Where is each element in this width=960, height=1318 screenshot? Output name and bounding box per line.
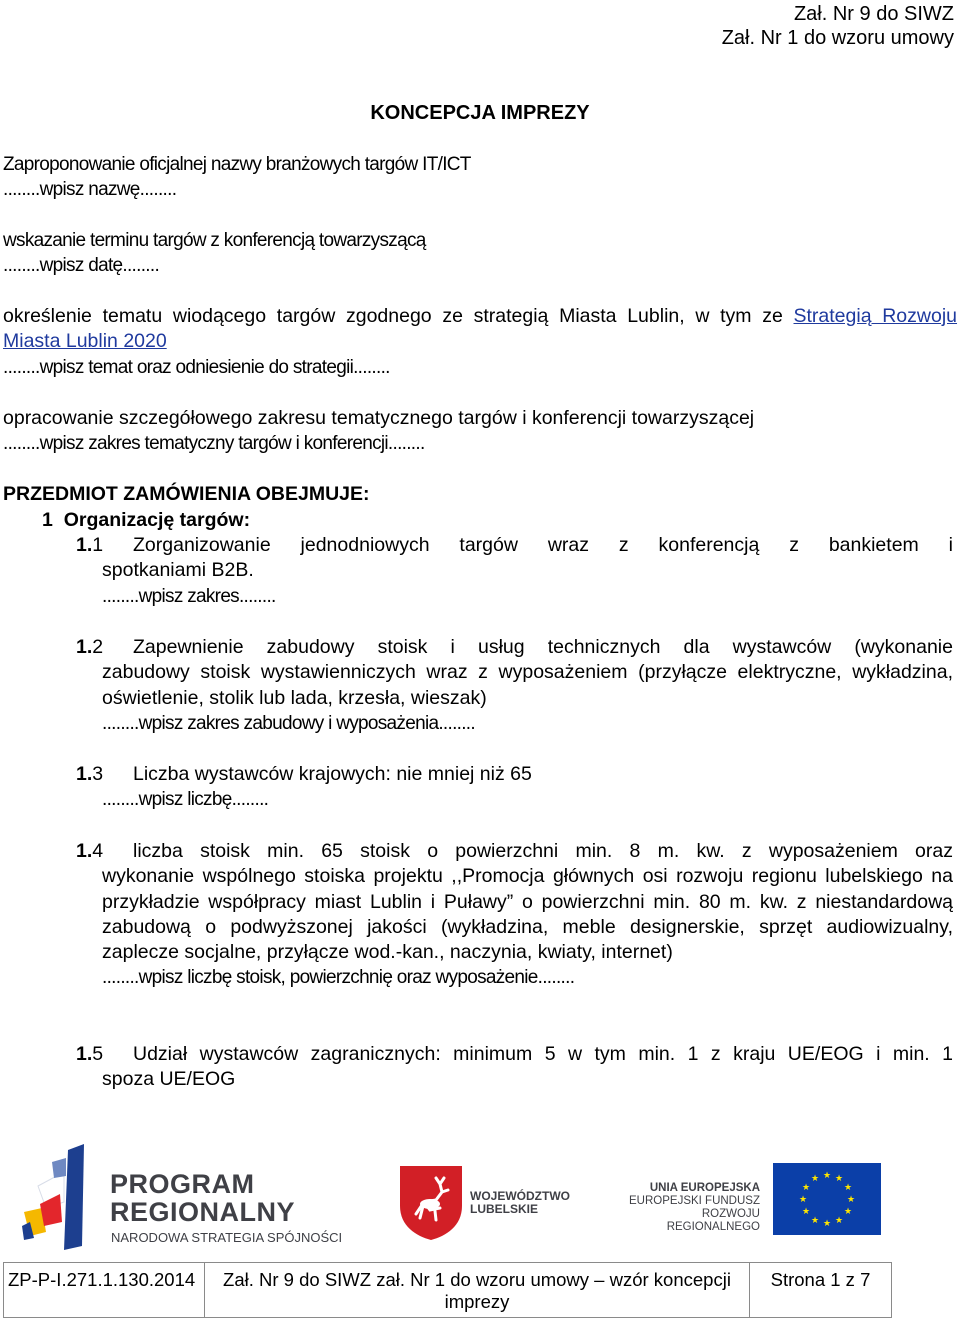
item-number: 1.1: [76, 534, 104, 556]
item-text: Liczba wystawców krajowych: nie mniej niż 65: [133, 763, 532, 785]
item-text: Zapewnienie zabudowy stoisk i usług technicznych dla wystawców (wykonanie: [133, 636, 953, 658]
attachment-label-umowa: Zał. Nr 1 do wzoru umowy: [721, 27, 954, 49]
list-item: [76, 762, 953, 813]
ue-logo-line1: UNIA EUROPEJSKA: [649, 1182, 760, 1194]
svg-text:★: ★: [801, 1183, 811, 1193]
item-text-continued: zabudowy stoisk wystawienniczych wraz z wyposażeniem (przyłącze elektryczne, wykładzina, oświetlenie, stolik lub lada, krzesła, wieszak): [102, 661, 953, 709]
field-topic-label: [3, 304, 957, 329]
field-date-label: wskazanie terminu targów z konferencją towarzyszącą: [3, 230, 426, 251]
subsection-number: 1: [42, 509, 53, 531]
item-placeholder[interactable]: ........wpisz zakres zabudowy i wyposażenia........: [102, 712, 475, 734]
deer-coat-of-arms-icon: [396, 1162, 466, 1242]
field-topic-label-text: określenie tematu wiodącego targów zgodnego ze strategią Miasta Lublin, w tym ze: [3, 305, 783, 327]
footer-reference: ZP-P-I.271.1.130.2014: [4, 1263, 205, 1317]
footer-description-line2: imprezy: [444, 1291, 510, 1312]
strategy-link[interactable]: Strategią Rozwoju: [793, 305, 958, 327]
strategy-link-part2[interactable]: Miasta Lublin 2020: [3, 330, 167, 352]
item-number: 1.2: [76, 636, 104, 658]
subsection-title: Organizację targów:: [63, 509, 251, 531]
svg-text:★: ★: [822, 1219, 832, 1229]
svg-text:★: ★: [843, 1183, 853, 1193]
field-scope-placeholder[interactable]: ........wpisz zakres tematyczny targów i konferencji........: [3, 433, 425, 454]
item-text-continued: wykonanie wspólnego stoiska projektu ,,Promocja głównych osi rozwoju regionu lubelskiego na przykładzie współpracy miast Lublin i Puławy” o powierzchni min. 80 m. kw. z niestandardową zabudową o podwyższonej jakości (wykładzina, meble designerskie, sprzęt audiowizualny, zaplecze socjalne, przyłącze wod.-kan., naczynia, kwiaty, internet): [102, 865, 953, 964]
program-logo-line2: REGIONALNY: [110, 1197, 296, 1227]
svg-text:★: ★: [843, 1207, 853, 1217]
ue-logo-line3: ROZWOJU REGIONALNEGO: [666, 1208, 760, 1233]
attachment-label-siwz: Zał. Nr 9 do SIWZ: [793, 3, 954, 25]
footer-description-line1: Zał. Nr 9 do SIWZ zał. Nr 1 do wzoru umowy – wzór koncepcji: [223, 1269, 731, 1290]
ue-logo-line2: EUROPEJSKI FUNDUSZ: [629, 1195, 760, 1207]
list-item: [76, 533, 953, 609]
item-placeholder[interactable]: ........wpisz liczbę stoisk, powierzchnię oraz wyposażenie........: [102, 967, 575, 989]
svg-text:★: ★: [834, 1174, 844, 1184]
field-date-placeholder[interactable]: ........wpisz datę........: [3, 255, 160, 276]
page-footer: [3, 1262, 892, 1318]
subsection-heading: [42, 508, 250, 533]
woj-logo-line1: WOJEWÓDZTWO: [470, 1189, 570, 1203]
item-placeholder[interactable]: ........wpisz liczbę........: [102, 789, 269, 811]
footer-page-number: Strona 1 z 7: [770, 1269, 871, 1290]
svg-text:★: ★: [822, 1171, 832, 1181]
list-item: [76, 635, 953, 736]
svg-text:★: ★: [798, 1195, 808, 1205]
svg-text:★: ★: [810, 1216, 820, 1226]
item-number: 1.3: [76, 763, 104, 785]
section-heading: PRZEDMIOT ZAMÓWIENIA OBEJMUJE:: [3, 483, 370, 505]
svg-text:★: ★: [810, 1174, 820, 1184]
item-text-continued: spoza UE/EOG: [102, 1068, 236, 1091]
strategy-link-continued[interactable]: [3, 329, 167, 354]
item-text: Udział wystawców zagranicznych: minimum 5 w tym min. 1 z kraju UE/EOG i min. 1: [133, 1043, 953, 1065]
program-regionalny-logo: [16, 1142, 356, 1254]
list-item: [76, 839, 953, 991]
field-name-placeholder[interactable]: ........wpisz nazwę........: [3, 179, 177, 200]
woj-logo-line2: LUBELSKIE: [470, 1202, 539, 1216]
svg-text:★: ★: [846, 1195, 856, 1205]
item-number: 1.5: [76, 1043, 104, 1065]
item-text: liczba stoisk min. 65 stoisk o powierzchni min. 8 m. kw. z wyposażeniem oraz: [133, 840, 953, 862]
item-number: 1.4: [76, 840, 104, 862]
wojewodztwo-lubelskie-logo: [396, 1162, 576, 1242]
program-logo-line3: NARODOWA STRATEGIA SPÓJNOŚCI: [111, 1230, 343, 1245]
item-placeholder[interactable]: ........wpisz zakres........: [102, 585, 276, 607]
program-logo-line1: PROGRAM: [110, 1169, 255, 1199]
page-title: KONCEPCJA IMPREZY: [370, 102, 590, 124]
field-name-label: Zaproponowanie oficjalnej nazwy branżowych targów IT/ICT: [3, 154, 471, 175]
field-topic-placeholder[interactable]: ........wpisz temat oraz odniesienie do strategii........: [3, 357, 390, 378]
item-text-continued: spotkaniami B2B.: [102, 559, 254, 582]
field-scope-label: opracowanie szczegółowego zakresu tematycznego targów i konferencji towarzyszącej: [3, 407, 755, 429]
unia-europejska-logo: [610, 1160, 885, 1240]
item-text: Zorganizowanie jednodniowych targów wraz z konferencją z bankietem i: [133, 534, 953, 556]
eu-flag-icon: [773, 1163, 881, 1235]
svg-text:★: ★: [801, 1207, 811, 1217]
footer-description: [205, 1263, 750, 1317]
list-item: [76, 1042, 953, 1093]
svg-text:★: ★: [834, 1216, 844, 1226]
